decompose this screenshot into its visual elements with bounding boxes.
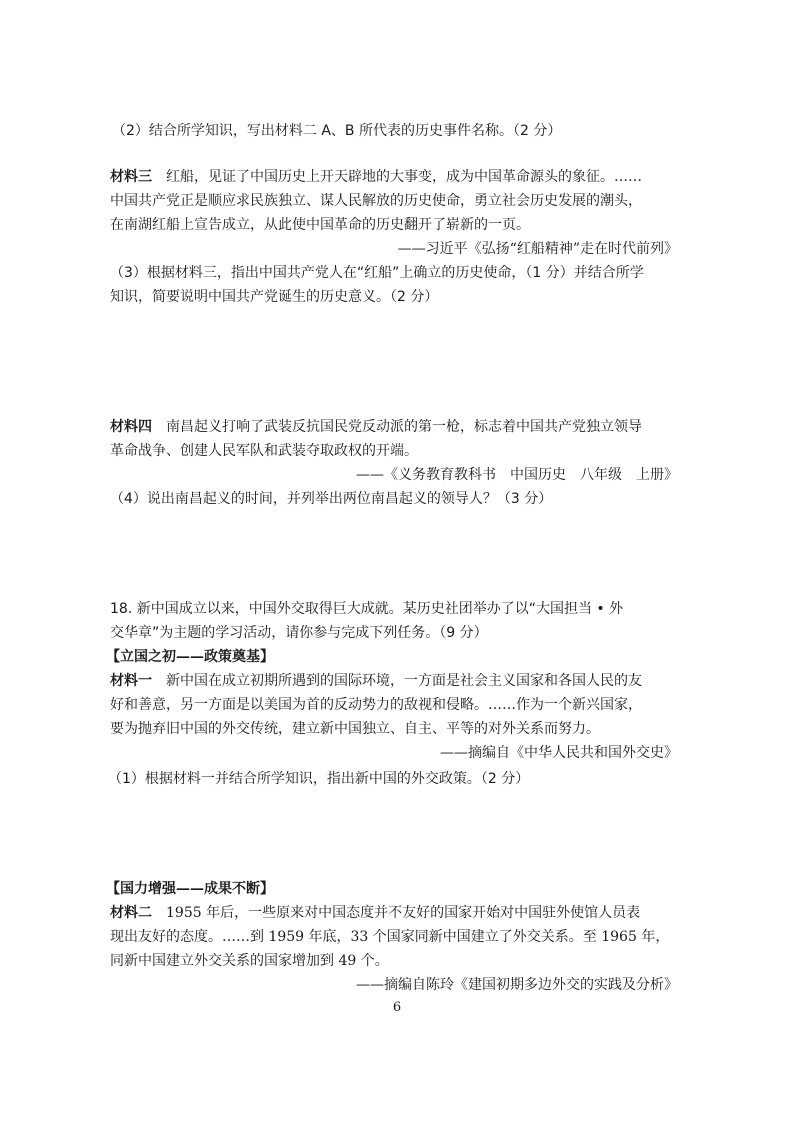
material-3-label: 材料三: [110, 169, 152, 185]
material-1-line-3: 要为抛弃旧中国的外交传统，建立新中国独立、自主、平等的对外关系而努力。: [110, 721, 600, 737]
question-18-line-1: 18. 新中国成立以来，中国外交取得巨大成就。某历史社团举办了以“大国担当 • 外: [110, 601, 624, 617]
material-2-citation: ——摘编自陈玲《建国初期多边外交的实践及分析》: [356, 977, 678, 993]
material-3-line-1: [110, 168, 642, 186]
material-4-text-1: 南昌起义打响了武装反抗国民党反动派的第一枪，标志着中国共产党独立领导: [166, 419, 642, 435]
question-18-line-2: 交华章”为主题的学习活动，请你参与完成下列任务。（9 分）: [110, 625, 488, 641]
question-1: （1）根据材料一并结合所学知识，指出新中国的外交政策。（2 分）: [108, 771, 530, 787]
question-2: （2）结合所学知识，写出材料二 A、B 所代表的历史事件名称。（2 分）: [112, 123, 562, 139]
material-2-text-1: 1955 年后，一些原来对中国态度并不友好的国家开始对中国驻外使馆人员表: [166, 905, 641, 921]
section-heading-2: 【国力增强——成果不断】: [106, 881, 274, 897]
material-3-line-3: 在南湖红船上宣告成立，从此使中国革命的历史翻开了崭新的一页。: [110, 217, 530, 233]
material-2-line-2: 现出友好的态度。……到 1959 年底，33 个国家同新中国建立了外交关系。至 1965 年，: [110, 929, 670, 945]
material-1-citation: ——摘编自《中华人民共和国外交史》: [440, 745, 678, 761]
question-3-line-1: （3）根据材料三，指出中国共产党人在“红船”上确立的历史使命，（1 分）并结合所学: [110, 265, 644, 281]
material-1-label: 材料一: [110, 673, 152, 689]
material-1-line-2: 好和善意，另一方面是以美国为首的反动势力的敌视和侵略。……作为一个新兴国家，: [110, 697, 642, 713]
section-heading-1: 【立国之初——政策奠基】: [106, 649, 274, 665]
material-1-text-1: 新中国在成立初期所遇到的国际环境，一方面是社会主义国家和各国人民的友: [166, 673, 642, 689]
material-4-line-2: 革命战争、创建人民军队和武装夺取政权的开端。: [110, 443, 418, 459]
material-1-line-1: [110, 672, 642, 690]
material-2-line-1: [110, 904, 640, 922]
material-2-label: 材料二: [110, 905, 152, 921]
material-3-line-2: 中国共产党正是顺应求民族独立、谋人民解放的历史使命，勇立社会历史发展的潮头，: [110, 193, 642, 209]
material-2-line-3: 同新中国建立外交关系的国家增加到 49 个。: [110, 953, 389, 969]
question-3-line-2: 知识，简要说明中国共产党诞生的历史意义。（2 分）: [110, 289, 439, 305]
material-4-line-1: [110, 418, 642, 436]
material-3-text-1: 红船，见证了中国历史上开天辟地的大事变，成为中国革命源头的象征。……: [166, 169, 642, 185]
page-number: 6: [392, 1000, 402, 1015]
material-3-citation: ——习近平《弘扬“红船精神”走在时代前列》: [397, 241, 678, 257]
question-4: （4）说出南昌起义的时间，并列举出两位南昌起义的领导人？（3 分）: [110, 491, 553, 507]
material-4-citation: ——《义务教育教科书 中国历史 八年级 上册》: [356, 467, 678, 483]
material-4-label: 材料四: [110, 419, 152, 435]
